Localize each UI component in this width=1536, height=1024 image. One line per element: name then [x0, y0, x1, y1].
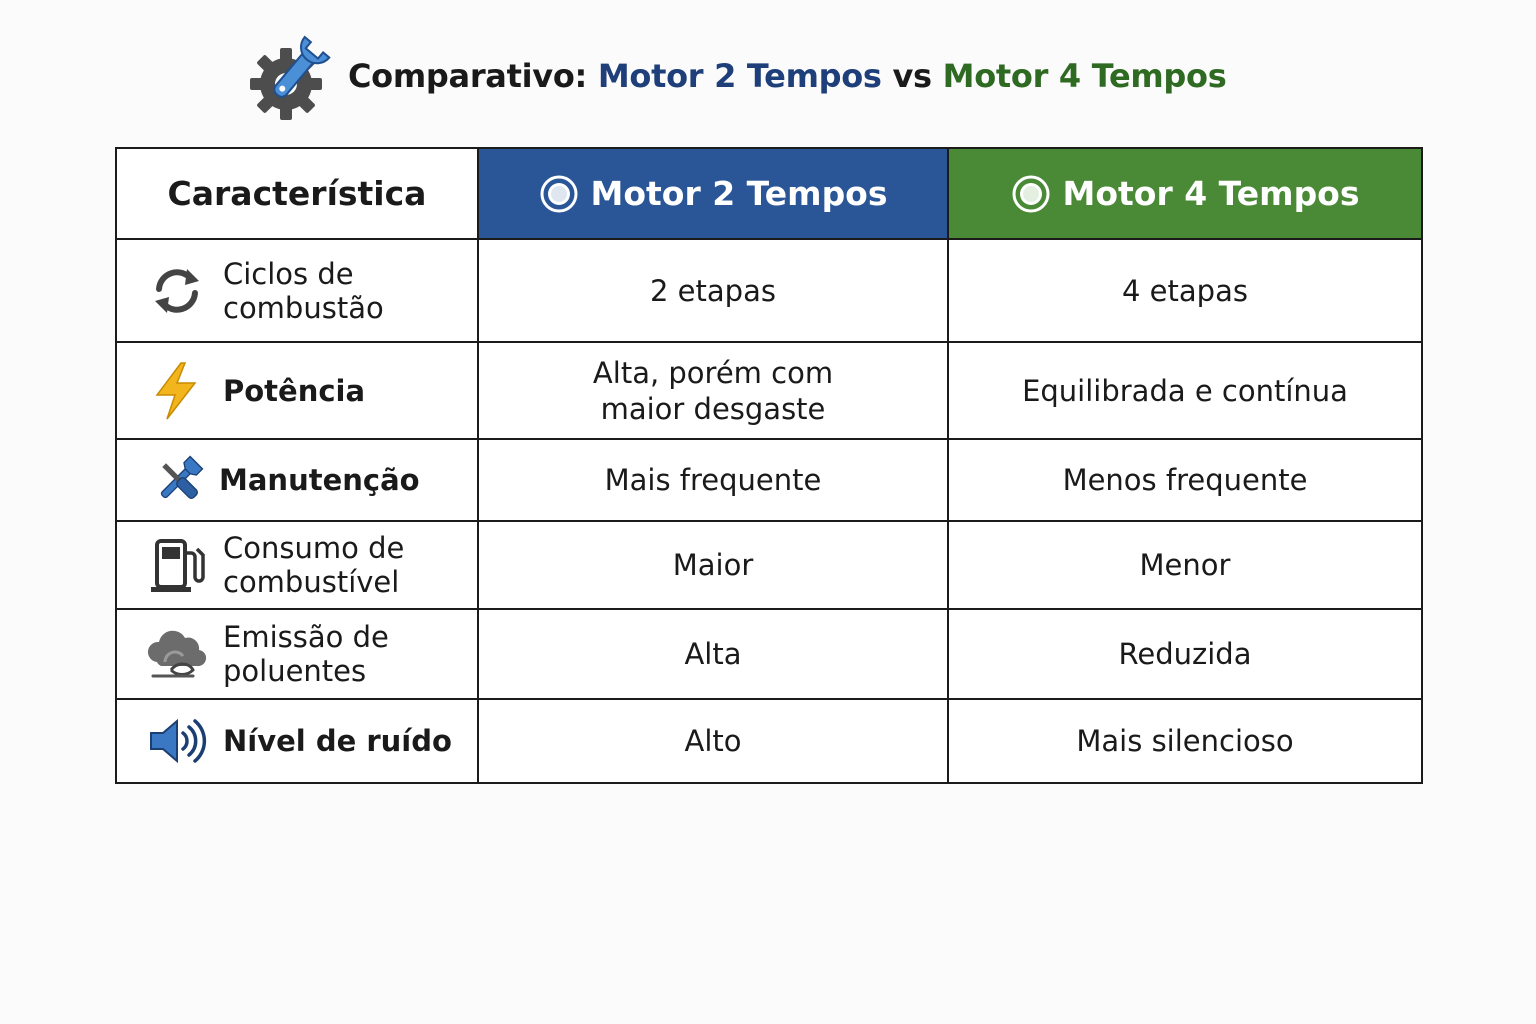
- fuel-pump-icon: [145, 533, 209, 597]
- motor2-value: [478, 609, 948, 699]
- table-row: [116, 609, 1422, 699]
- header-motor2-label: Motor 2 Tempos: [590, 174, 888, 213]
- wrench-screwdriver-icon: [151, 452, 207, 508]
- motor2-value: [478, 342, 948, 439]
- header-motor2: [478, 148, 948, 239]
- cycle-arrows-icon: [145, 259, 209, 323]
- value-text: 4 etapas: [1122, 273, 1248, 308]
- header-feature: [116, 148, 478, 239]
- motor2-value: [478, 239, 948, 342]
- motor2-value: [478, 439, 948, 521]
- header-motor4: [948, 148, 1422, 239]
- feature-label: Consumo de combustível: [223, 531, 405, 599]
- radio-target-icon: [539, 174, 579, 214]
- value-text: Mais silencioso: [1076, 724, 1294, 758]
- value-text: Menor: [1139, 548, 1231, 582]
- value-text: Equilibrada e contínua: [1022, 373, 1348, 408]
- feature-cell: [116, 239, 478, 342]
- value-text: Alta: [684, 637, 742, 671]
- value-text: Mais frequente: [604, 463, 822, 497]
- title-motor2: Motor 2 Tempos: [597, 57, 882, 95]
- motor4-value: [948, 439, 1422, 521]
- title-vs: vs: [881, 57, 943, 95]
- feature-label: Nível de ruído: [223, 724, 452, 758]
- feature-cell: [116, 439, 478, 521]
- feature-cell: [116, 342, 478, 439]
- header-feature-label: Característica: [167, 174, 427, 213]
- motor4-value: [948, 609, 1422, 699]
- title-motor4: Motor 4 Tempos: [942, 57, 1227, 95]
- motor2-value: [478, 699, 948, 783]
- table-row: [116, 239, 1422, 342]
- value-text: Menos frequente: [1062, 463, 1308, 497]
- value-text: Alta, porém com maior desgaste: [592, 355, 834, 426]
- table-row: [116, 342, 1422, 439]
- value-text: Alto: [684, 724, 742, 758]
- table-header-row: [116, 148, 1422, 239]
- gear-wrench-icon: [248, 30, 340, 122]
- header-motor4-label: Motor 4 Tempos: [1062, 174, 1360, 213]
- value-text: Maior: [672, 548, 754, 582]
- feature-label: Potência: [223, 373, 366, 408]
- radio-target-icon: [1011, 174, 1051, 214]
- title-bar: [248, 30, 1226, 122]
- feature-cell: [116, 521, 478, 609]
- feature-cell: [116, 699, 478, 783]
- page-title: [348, 57, 1226, 95]
- feature-label: Manutenção: [219, 463, 420, 497]
- table-row: [116, 521, 1422, 609]
- smog-cloud-icon: [145, 622, 209, 686]
- title-prefix: Comparativo:: [348, 57, 598, 95]
- lightning-bolt-icon: [145, 359, 209, 423]
- speaker-icon: [145, 709, 209, 773]
- motor4-value: [948, 521, 1422, 609]
- feature-label: Ciclos de combustão: [223, 256, 384, 325]
- table-row: [116, 699, 1422, 783]
- value-text: 2 etapas: [650, 273, 776, 308]
- table-row: [116, 439, 1422, 521]
- value-text: Reduzida: [1118, 637, 1252, 671]
- motor4-value: [948, 699, 1422, 783]
- feature-label: Emissão de poluentes: [223, 620, 389, 688]
- motor4-value: [948, 342, 1422, 439]
- motor4-value: [948, 239, 1422, 342]
- comparison-table: [115, 147, 1423, 784]
- feature-cell: [116, 609, 478, 699]
- motor2-value: [478, 521, 948, 609]
